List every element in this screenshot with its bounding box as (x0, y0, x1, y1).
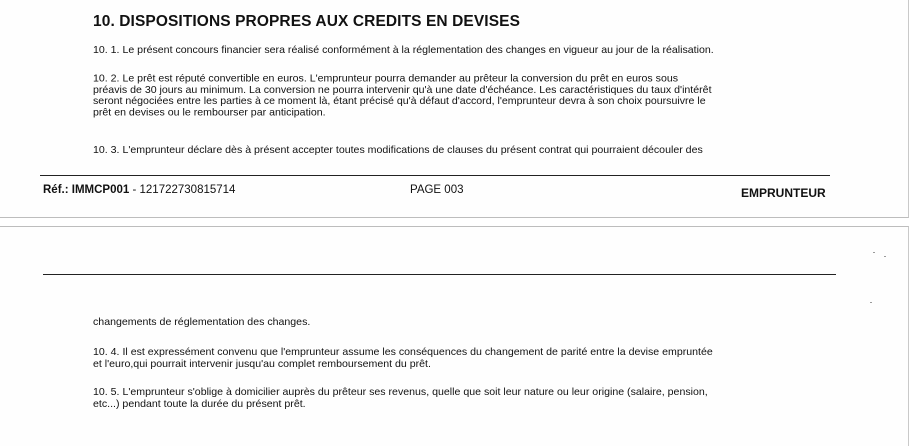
page-number: PAGE 003 (410, 184, 464, 196)
scan-speck (884, 256, 886, 257)
paragraph-10-5 (93, 387, 833, 410)
reference-number: - 121722730815714 (129, 184, 236, 196)
paragraph-line: changements de réglementation des changes. (93, 316, 311, 328)
paragraph-line: et l'euro,qui pourrait intervenir jusqu'au complet remboursement du prêt. (93, 357, 431, 370)
paragraph-10-4 (93, 347, 833, 370)
scan-speck (873, 252, 875, 253)
paragraph-10-3 (93, 145, 833, 156)
paragraph-10-1 (93, 45, 833, 56)
paragraph-line: prêt en devises ou le rembourser par anticipation. (93, 106, 326, 119)
header-divider (43, 274, 836, 275)
document-page-bottom (0, 226, 909, 446)
paragraph-line: préavis de 30 jours au minimum. La conversion ne pourra intervenir qu'à une date d'échéance. Les caractéristiques du taux d'intérêt (93, 83, 712, 96)
paragraph-line: 10. 3. L'emprunteur déclare dès à présent accepter toutes modifications de clauses du présent contrat qui pourraient découler des (93, 144, 703, 156)
paragraph-line: etc...) pendant toute la durée du présent prêt. (93, 397, 306, 410)
paragraph-line: 10. 1. Le présent concours financier sera réalisé conformément à la réglementation des changes en vigueur au jour de la réalisation. (93, 44, 714, 56)
paragraph-continuation (93, 317, 833, 328)
page-gap (0, 218, 910, 226)
document-page-top (0, 0, 909, 218)
paragraph-10-2 (93, 73, 833, 118)
section-title: 10. DISPOSITIONS PROPRES AUX CREDITS EN DEVISES (93, 13, 521, 30)
paragraph-line: 10. 5. L'emprunteur s'oblige à domicilier auprès du prêteur ses revenus, quelle que soit leur nature ou leur origine (salaire, pension, (93, 386, 708, 399)
footer-role-label: EMPRUNTEUR (741, 186, 826, 200)
paragraph-line: 10. 2. Le prêt est réputé convertible en euros. L'emprunteur pourra demander au prêteur la conversion du prêt en euros sous (93, 72, 679, 85)
paragraph-line: seront négociées entre les parties à ce moment là, étant précisé qu'à défaut d'accord, l'emprunteur devra à son choix poursuivre le (93, 95, 706, 107)
paragraph-line: 10. 4. Il est expressément convenu que l'emprunteur assume les conséquences du changement de parité entre la devise empruntée (93, 346, 713, 359)
scan-speck (870, 302, 872, 303)
reference-label: Réf.: IMMCP001 (43, 184, 130, 196)
footer-reference (43, 184, 235, 196)
footer-divider (40, 175, 830, 176)
